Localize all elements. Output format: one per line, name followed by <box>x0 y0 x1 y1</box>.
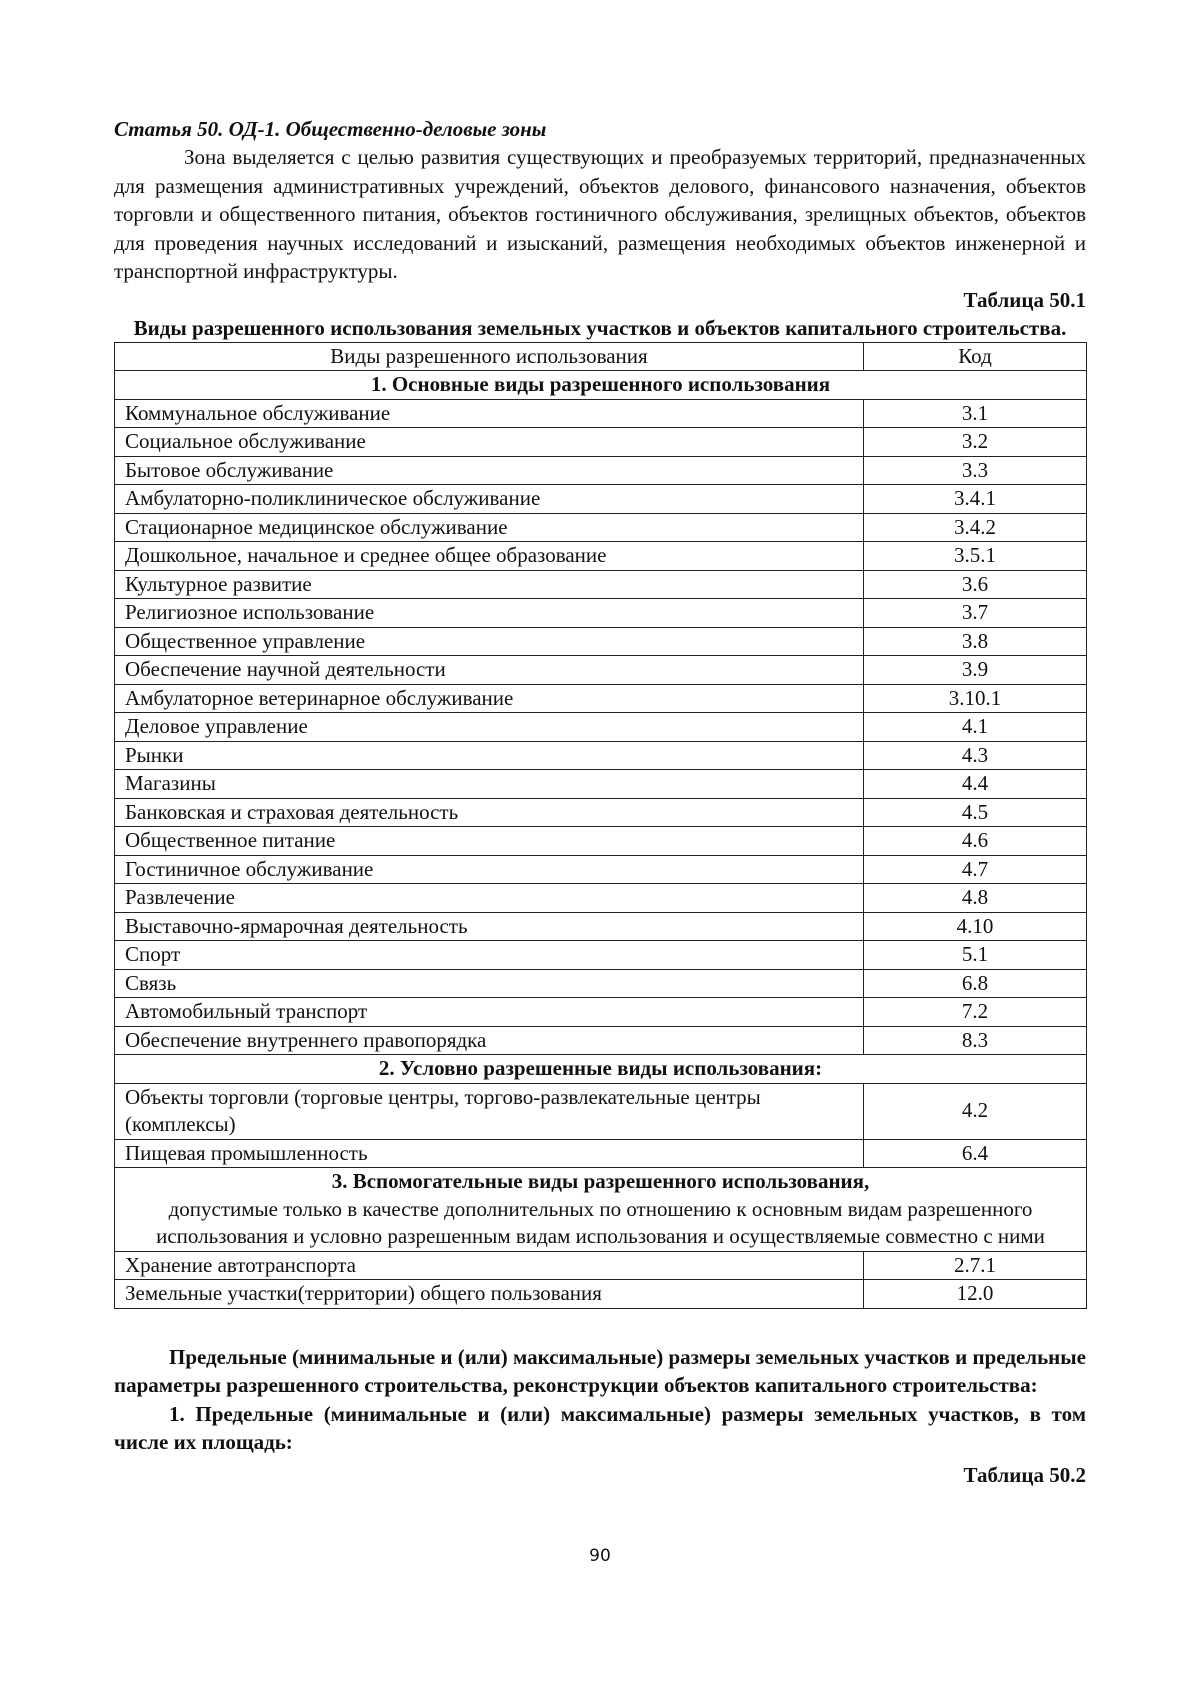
table-row <box>115 884 1087 913</box>
table-row <box>115 741 1087 770</box>
use-cell: Обеспечение научной деятельности <box>115 656 864 685</box>
code-cell: 7.2 <box>864 998 1087 1027</box>
table-row <box>115 998 1087 1027</box>
header-code: Код <box>864 342 1087 371</box>
use-cell: Стационарное медицинское обслуживание <box>115 513 864 542</box>
table-row <box>115 1026 1087 1055</box>
use-cell: Спорт <box>115 941 864 970</box>
table-row <box>115 684 1087 713</box>
use-cell: Объекты торговли (торговые центры, торгово-развлекательные центры (комплексы) <box>115 1083 864 1139</box>
section-title <box>115 1055 1087 1084</box>
section-header-row <box>115 371 1087 400</box>
code-cell: 6.4 <box>864 1139 1087 1168</box>
use-cell: Связь <box>115 969 864 998</box>
use-cell: Выставочно-ярмарочная деятельность <box>115 912 864 941</box>
code-cell: 4.4 <box>864 770 1087 799</box>
use-cell: Дошкольное, начальное и среднее общее образование <box>115 542 864 571</box>
table-row <box>115 570 1087 599</box>
table-row <box>115 428 1087 457</box>
code-cell: 3.5.1 <box>864 542 1087 571</box>
intro-paragraph: Зона выделяется с целью развития существующих и преобразуемых территорий, предназначенных для размещения административных учреждений, объектов делового, финансового назначения, объектов торговли и общественного питания, объектов гостиничного обслуживания, зрелищных объектов, объектов для проведения научных исследований и изысканий, размещения необходимых объектов инженерной и транспортной инфраструктуры. <box>114 145 1086 283</box>
code-cell: 3.9 <box>864 656 1087 685</box>
section-title-text: 1. Основные виды разрешенного использования <box>370 372 831 396</box>
code-cell: 3.8 <box>864 627 1087 656</box>
code-cell: 4.10 <box>864 912 1087 941</box>
article-title: Статья 50. ОД-1. Общественно-деловые зоны <box>114 117 547 141</box>
code-cell: 3.10.1 <box>864 684 1087 713</box>
use-cell: Социальное обслуживание <box>115 428 864 457</box>
section-title <box>115 371 1087 400</box>
limits-paragraph: Предельные (минимальные и (или) максимальные) размеры земельных участков и предельные параметры разрешенного строительства, реконструкции объектов капитального строительства: <box>114 1344 1086 1397</box>
code-cell: 3.2 <box>864 428 1087 457</box>
table-row <box>115 1083 1087 1139</box>
table-header-row <box>115 342 1087 371</box>
table-row <box>115 798 1087 827</box>
use-cell: Автомобильный транспорт <box>115 998 864 1027</box>
code-cell: 3.1 <box>864 399 1087 428</box>
table-row <box>115 969 1087 998</box>
table-row <box>115 827 1087 856</box>
section-title <box>115 1168 1087 1252</box>
table-row <box>115 1251 1087 1280</box>
table-row <box>115 1139 1087 1168</box>
table-row <box>115 1280 1087 1309</box>
code-cell: 3.4.2 <box>864 513 1087 542</box>
table-row <box>115 485 1087 514</box>
use-cell: Амбулаторное ветеринарное обслуживание <box>115 684 864 713</box>
header-use: Виды разрешенного использования <box>115 342 864 371</box>
use-cell: Земельные участки(территории) общего пользования <box>115 1280 864 1309</box>
code-cell: 4.2 <box>864 1083 1087 1139</box>
table-row <box>115 627 1087 656</box>
table-row <box>115 599 1087 628</box>
code-cell: 3.4.1 <box>864 485 1087 514</box>
table-row <box>115 713 1087 742</box>
use-cell: Гостиничное обслуживание <box>115 855 864 884</box>
code-cell: 12.0 <box>864 1280 1087 1309</box>
section-header-row <box>115 1055 1087 1084</box>
use-cell: Коммунальное обслуживание <box>115 399 864 428</box>
limits-section <box>114 1343 1086 1489</box>
section-header-row <box>115 1168 1087 1252</box>
use-cell: Религиозное использование <box>115 599 864 628</box>
table-row <box>115 770 1087 799</box>
code-cell: 4.8 <box>864 884 1087 913</box>
section-title-text: 3. Вспомогательные виды разрешенного использования, <box>331 1169 870 1193</box>
code-cell: 4.3 <box>864 741 1087 770</box>
limits-item-1: 1. Предельные (минимальные и (или) максимальные) размеры земельных участков, в том числе их площадь: <box>114 1401 1086 1454</box>
use-cell: Общественное питание <box>115 827 864 856</box>
table-2-label: Таблица 50.2 <box>963 1462 1086 1487</box>
use-cell: Рынки <box>115 741 864 770</box>
code-cell: 3.3 <box>864 456 1087 485</box>
use-cell: Банковская и страховая деятельность <box>115 798 864 827</box>
table-row <box>115 456 1087 485</box>
use-cell: Деловое управление <box>115 713 864 742</box>
use-cell: Общественное управление <box>115 627 864 656</box>
code-cell: 5.1 <box>864 941 1087 970</box>
code-cell: 4.6 <box>864 827 1087 856</box>
use-cell: Культурное развитие <box>115 570 864 599</box>
use-cell: Обеспечение внутреннего правопорядка <box>115 1026 864 1055</box>
code-cell: 4.5 <box>864 798 1087 827</box>
code-cell: 4.7 <box>864 855 1087 884</box>
table-label: Таблица 50.1 <box>963 287 1086 312</box>
table-caption: Виды разрешенного использования земельных участков и объектов капитального строительства. <box>133 315 1067 340</box>
code-cell: 3.7 <box>864 599 1087 628</box>
use-cell: Амбулаторно-поликлиническое обслуживание <box>115 485 864 514</box>
table-row <box>115 912 1087 941</box>
use-cell: Пищевая промышленность <box>115 1139 864 1168</box>
permitted-uses-table <box>114 342 1087 1309</box>
page-number: 90 <box>589 1546 611 1566</box>
section-subtitle: допустимые только в качестве дополнительных по отношению к основным видам разрешенного использования и условно разрешенным видам использования и осуществляемые совместно с ними <box>156 1196 1045 1248</box>
table-row <box>115 656 1087 685</box>
table-row <box>115 513 1087 542</box>
section-title-text: 2. Условно разрешенные виды использования: <box>378 1056 823 1080</box>
use-cell: Бытовое обслуживание <box>115 456 864 485</box>
document-page <box>114 115 1086 1489</box>
table-row <box>115 941 1087 970</box>
code-cell: 4.1 <box>864 713 1087 742</box>
table-row <box>115 542 1087 571</box>
code-cell: 6.8 <box>864 969 1087 998</box>
code-cell: 2.7.1 <box>864 1251 1087 1280</box>
code-cell: 3.6 <box>864 570 1087 599</box>
use-cell: Развлечение <box>115 884 864 913</box>
use-cell: Магазины <box>115 770 864 799</box>
code-cell: 8.3 <box>864 1026 1087 1055</box>
use-cell: Хранение автотранспорта <box>115 1251 864 1280</box>
table-row <box>115 399 1087 428</box>
table-row <box>115 855 1087 884</box>
